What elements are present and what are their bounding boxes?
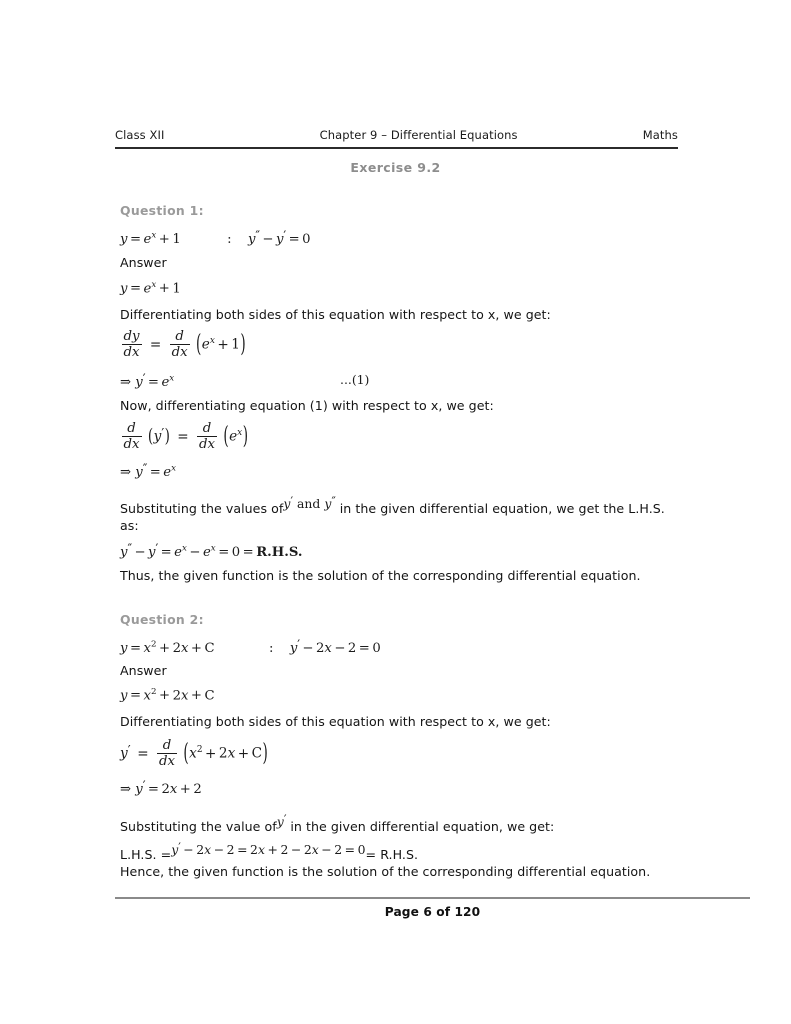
substitution-text-lead: Substituting the value of bbox=[120, 818, 277, 834]
question-2-lhs-math: y′ − 2x − 2 = 2x + 2 − 2x − 2 = 0 bbox=[171, 840, 366, 857]
question-1-answer-label: Answer bbox=[120, 255, 167, 270]
substitution-inline-math: y′ bbox=[276, 812, 287, 829]
header-divider bbox=[115, 147, 678, 149]
question-2-conclusion: Hence, the given function is the solution of the corresponding differential equation. bbox=[120, 864, 651, 879]
question-1-lhs-math: $y'' - y' = e^x - e^x = 0 = R.H.S$. bbox=[120, 541, 303, 560]
question-1-substitution-text-cont: as: bbox=[120, 518, 139, 533]
lhs-prefix: L.H.S. = bbox=[120, 846, 172, 862]
question-2-step1-math: y′ = $\frac{d}{dx}$ $(x^2 + 2x + C)$ bbox=[120, 738, 268, 769]
question-2-restated-function: $y = x^2 + 2x + C$ bbox=[120, 687, 215, 704]
substitution-text-tail: in the given differential equation, we get the L.H.S. bbox=[339, 500, 665, 516]
question-1-restated-function: $y = e^x + 1$ bbox=[120, 280, 181, 297]
question-2-heading: Question 2: bbox=[120, 612, 204, 627]
substitution-inline-math: y′ and y″ bbox=[283, 494, 336, 511]
header-class-label: Class XII bbox=[115, 128, 165, 142]
question-1-substitution-text bbox=[120, 494, 665, 517]
footer-page-number: Page 6 of 120 bbox=[384, 905, 481, 919]
question-1-conclusion: Thus, the given function is the solution of the corresponding differential equation. bbox=[120, 568, 641, 583]
question-2-problem: $y = x^2 + 2x + C$ : y′ − 2x − 2 = 0 bbox=[120, 637, 381, 656]
question-1-step1-text: Differentiating both sides of this equation with respect to x, we get: bbox=[120, 307, 551, 322]
question-1-step1-math: $\frac{dy}{dx}$ = $\frac{d}{dx}$ $(e^x + 1)$ bbox=[123, 329, 246, 360]
question-2-lhs-line bbox=[120, 840, 418, 863]
substitution-text-lead: Substituting the values of bbox=[120, 500, 284, 516]
question-1-heading: Question 1: bbox=[120, 203, 204, 218]
exercise-title: Exercise 9.2 bbox=[350, 160, 441, 175]
question-2-step1-text: Differentiating both sides of this equation with respect to x, we get: bbox=[120, 714, 551, 729]
question-1-problem: $y = e^x + 1$ : y″ − y′ = 0 bbox=[120, 228, 311, 247]
question-1-step1-result: ⇒ $y' = e^x$ bbox=[120, 371, 175, 390]
running-header bbox=[115, 128, 678, 142]
question-2-step1-result: ⇒ y′ = 2x + 2 bbox=[120, 778, 202, 797]
question-2-answer-label: Answer bbox=[120, 663, 167, 678]
question-2-substitution-text bbox=[120, 812, 554, 835]
lhs-suffix: = R.H.S. bbox=[365, 846, 419, 862]
footer-divider bbox=[115, 897, 750, 899]
question-1-step2-text: Now, differentiating equation (1) with respect to x, we get: bbox=[120, 398, 494, 413]
header-subject-label: Maths bbox=[642, 128, 678, 142]
question-1-equation-label: ...(1) bbox=[340, 372, 370, 387]
header-chapter-title: Chapter 9 – Differential Equations bbox=[319, 128, 518, 142]
substitution-text-tail: in the given differential equation, we get: bbox=[290, 818, 555, 834]
question-1-step2-result: ⇒ $y'' = e^x$ bbox=[120, 461, 176, 480]
question-1-step2-math: $\frac{d}{dx}$ (y′) = $\frac{d}{dx}$ $(e^x)$ bbox=[123, 421, 249, 452]
